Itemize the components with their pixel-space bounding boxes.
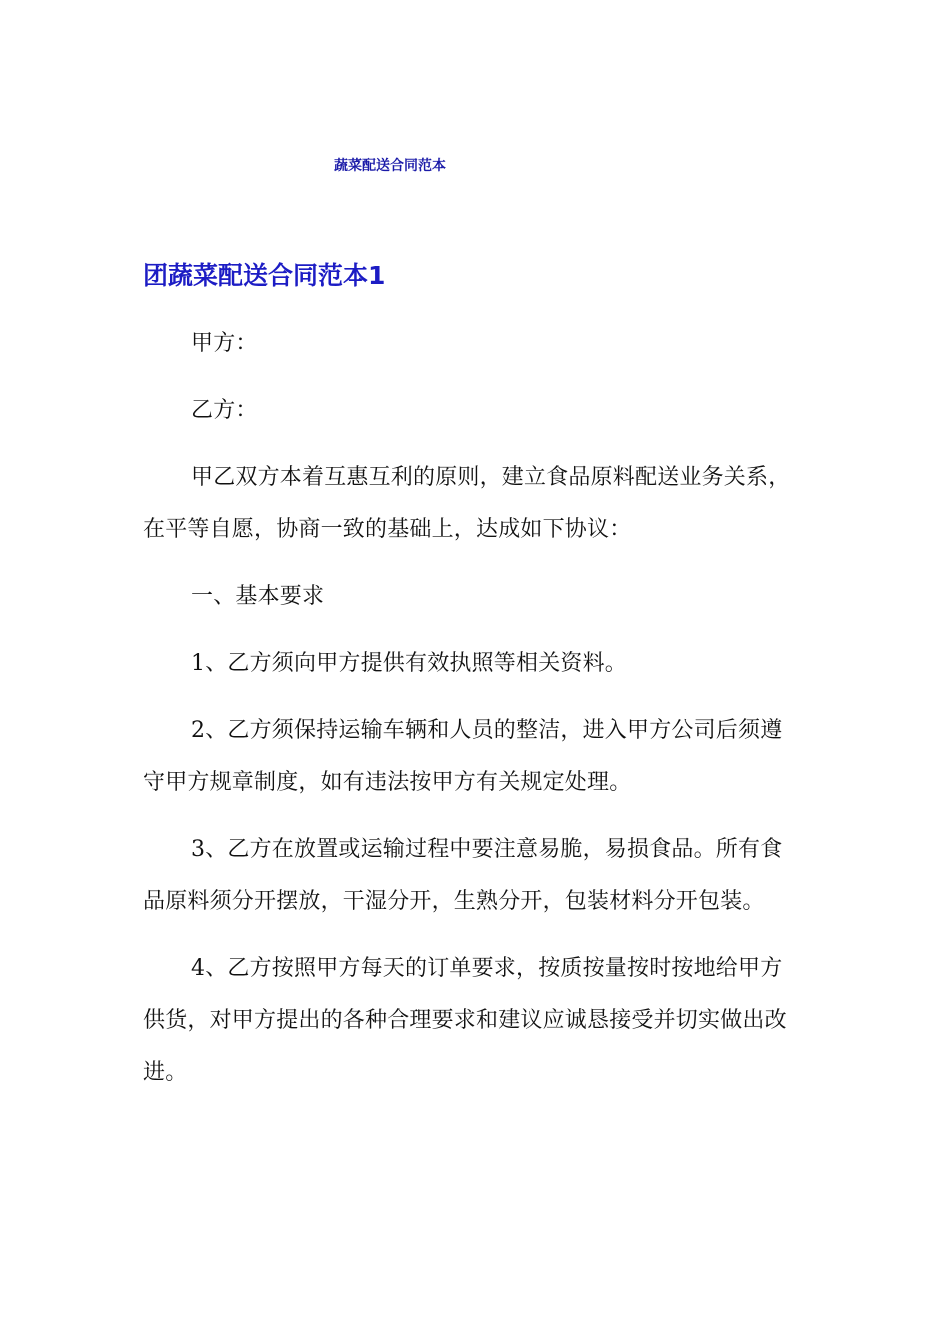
page-header-title: 蔬菜配送合同范本 <box>334 158 446 174</box>
intro-paragraph: 甲乙双方本着互惠互利的原则，建立食品原料配送业务关系，在平等自愿，协商一致的基础上，达成如下协议： <box>143 465 791 542</box>
clause-1: 1、乙方须向甲方提供有效执照等相关资料。 <box>191 651 627 676</box>
document-heading: 团蔬菜配送合同范本1 <box>143 261 386 290</box>
document-body <box>143 318 803 1114</box>
party-a-line: 甲方： <box>191 331 258 356</box>
clause-4: 4、乙方按照甲方每天的订单要求，按质按量按时按地给甲方供货，对甲方提出的各种合理要求和建议应诚恳接受并切实做出改进。 <box>143 956 787 1085</box>
section-heading-basic-requirements: 一、基本要求 <box>191 584 325 609</box>
clause-3: 3、乙方在放置或运输过程中要注意易脆，易损食品。所有食品原料须分开摆放，干湿分开，生熟分开，包装材料分开包装。 <box>143 837 783 914</box>
clause-2: 2、乙方须保持运输车辆和人员的整洁，进入甲方公司后须遵守甲方规章制度，如有违法按甲方有关规定处理。 <box>143 718 783 795</box>
party-b-line: 乙方： <box>191 398 258 423</box>
